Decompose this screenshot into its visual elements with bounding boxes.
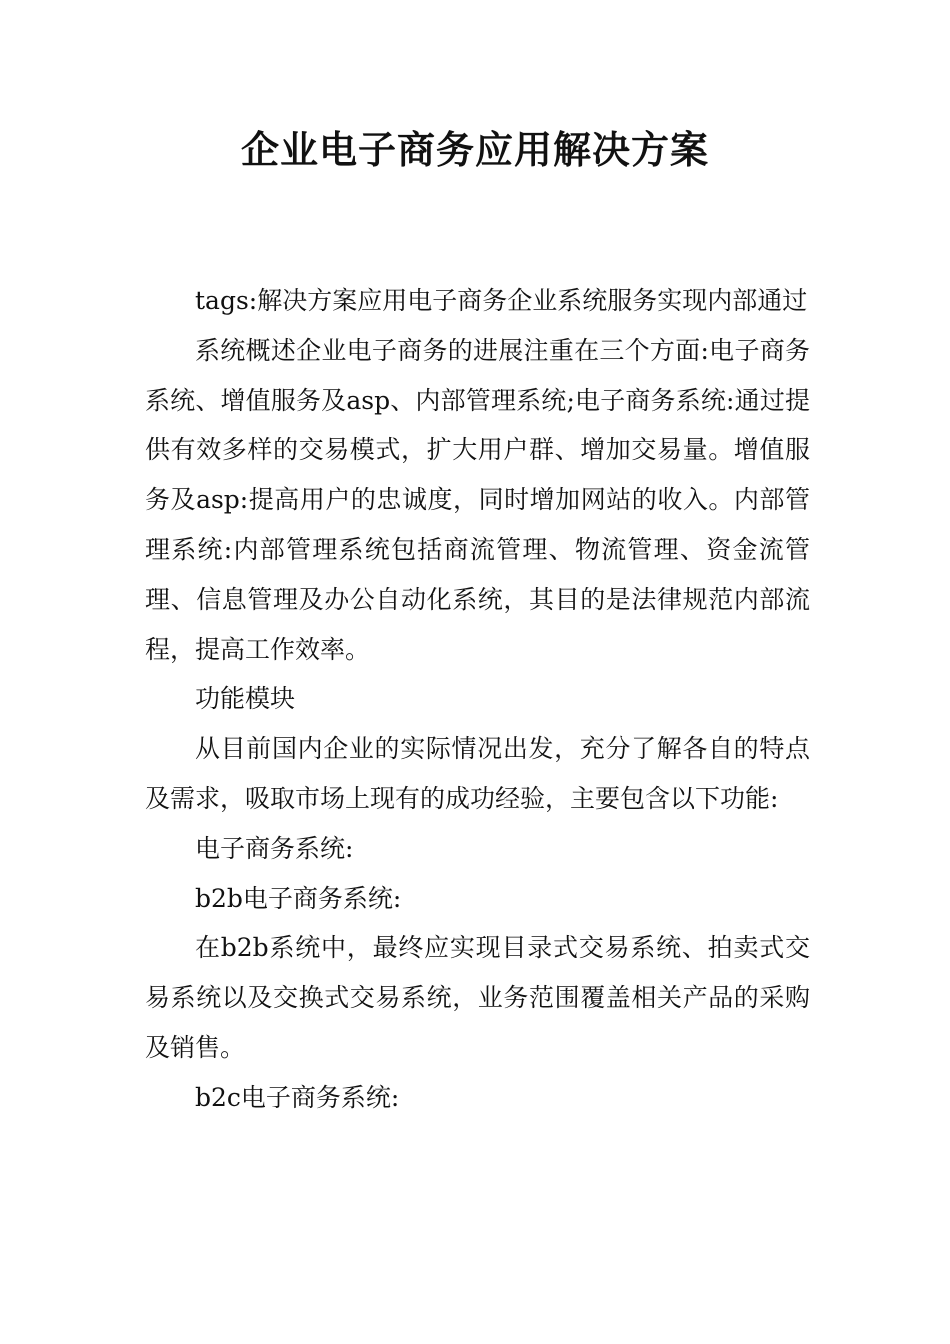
- paragraph-b2b-description: 在b2b系统中，最终应实现目录式交易系统、拍卖式交易系统以及交换式交易系统，业务范围覆盖相关产品的采购及销售。: [145, 933, 810, 1062]
- paragraph-function-modules-heading: 功能模块: [195, 684, 296, 714]
- paragraph-ecommerce-system-heading: 电子商务系统:: [195, 833, 354, 863]
- paragraph-b2c-heading: b2c电子商务系统:: [195, 1082, 400, 1112]
- paragraph-functions-intro: 从目前国内企业的实际情况出发，充分了解各自的特点及需求，吸取市场上现有的成功经验，主要包含以下功能:: [145, 734, 810, 813]
- paragraph-system-overview: 系统概述企业电子商务的进展注重在三个方面:电子商务系统、增值服务及asp、内部管理系统;电子商务系统:通过提供有效多样的交易模式，扩大用户群、增加交易量。增值服务及asp:提高用户的忠诚度，同时增加网站的收入。内部管理系统:内部管理系统包括商流管理、物流管理、资金流管理、信息管理及办公自动化系统，其目的是法律规范内部流程，提高工作效率。: [145, 335, 810, 664]
- document-body: [145, 276, 810, 1123]
- paragraph-tags: tags:解决方案应用电子商务企业系统服务实现内部通过: [195, 286, 808, 315]
- paragraph-b2b-heading: b2b电子商务系统:: [195, 883, 402, 913]
- document-title: 企业电子商务应用解决方案: [240, 128, 709, 172]
